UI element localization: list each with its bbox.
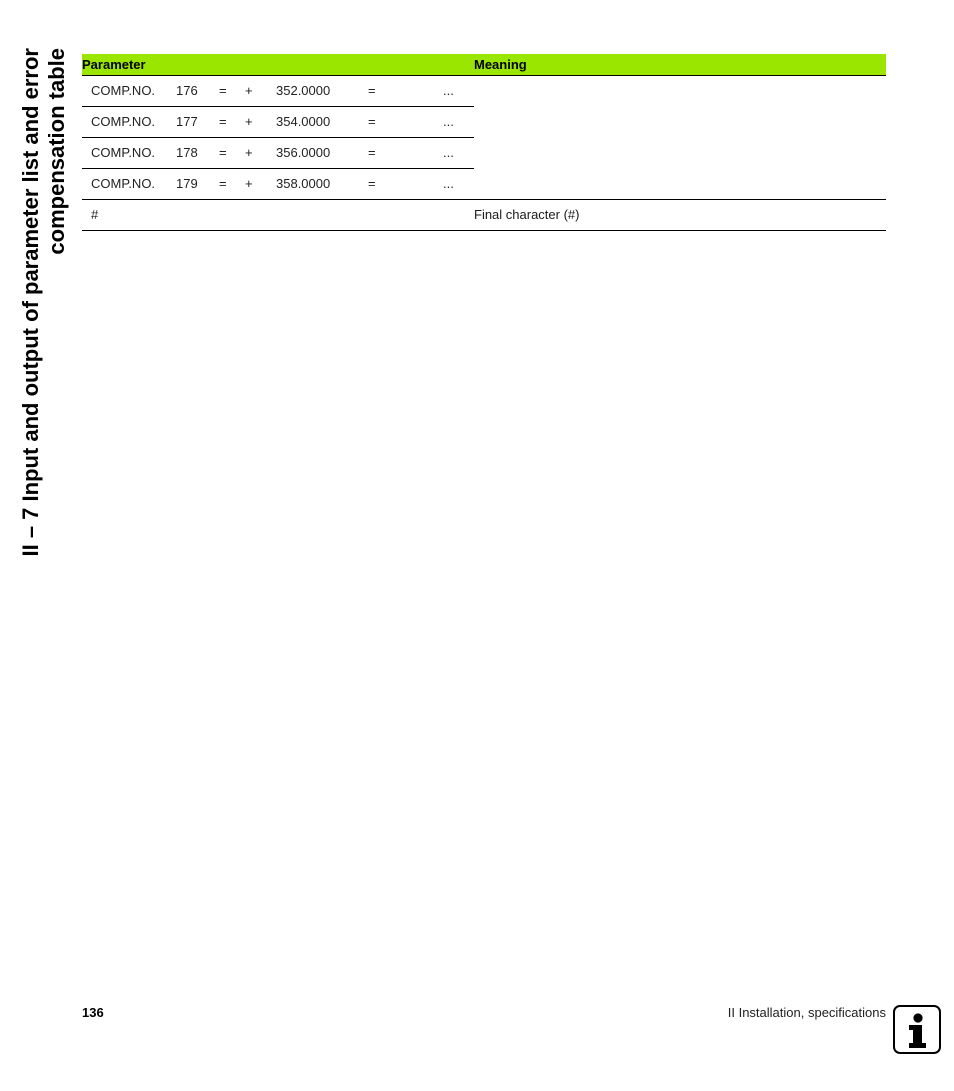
comp-number: 179 [176,175,198,191]
parameter-cell [82,168,474,199]
info-icon [893,1005,941,1054]
equals-sign: = [368,175,376,191]
final-character-meaning: Final character (#) [474,199,886,230]
header-meaning: Meaning [474,54,886,75]
page-number: 136 [82,1005,104,1020]
equals-sign: = [368,82,376,98]
sign: + [245,82,253,98]
equals-sign: = [219,144,227,160]
meaning-cell [474,75,886,106]
comp-value: 358.0000 [276,175,331,191]
equals-sign: = [368,113,376,129]
comp-name: COMP.NO. [91,144,156,160]
side-title-line-1: II – 7 Input and output of parameter list and error [18,48,43,557]
table-row [82,168,886,199]
equals-sign: = [219,82,227,98]
equals-sign: = [219,175,227,191]
table-row [82,75,886,106]
table-header-row [82,54,886,75]
table-row [82,137,886,168]
parameter-cell [82,106,474,137]
table-row-final-character [82,199,886,230]
meaning-cell [474,137,886,168]
ellipsis: ... [443,113,454,129]
comp-name: COMP.NO. [91,175,156,191]
comp-value: 352.0000 [276,82,331,98]
side-chapter-title [18,48,78,648]
equals-sign: = [368,144,376,160]
ellipsis: ... [443,175,454,191]
side-title-line-2: compensation table [44,48,69,255]
comp-number: 176 [176,82,198,98]
header-parameter: Parameter [82,54,474,75]
sign: + [245,113,253,129]
comp-number: 178 [176,144,198,160]
ellipsis: ... [443,144,454,160]
parameter-table [82,54,886,231]
sign: + [245,175,253,191]
parameter-cell [82,199,474,230]
parameter-cell [82,137,474,168]
comp-name: COMP.NO. [91,113,156,129]
ellipsis: ... [443,82,454,98]
sign: + [245,144,253,160]
equals-sign: = [219,113,227,129]
meaning-cell [474,106,886,137]
meaning-cell [474,168,886,199]
parameter-cell [82,75,474,106]
final-character-symbol: # [91,206,99,222]
table-row [82,106,886,137]
comp-number: 177 [176,113,198,129]
side-chapter-title-text [18,48,78,648]
comp-value: 354.0000 [276,113,331,129]
comp-value: 356.0000 [276,144,331,160]
footer-section-title: II Installation, specifications [727,1005,886,1020]
comp-name: COMP.NO. [91,82,156,98]
